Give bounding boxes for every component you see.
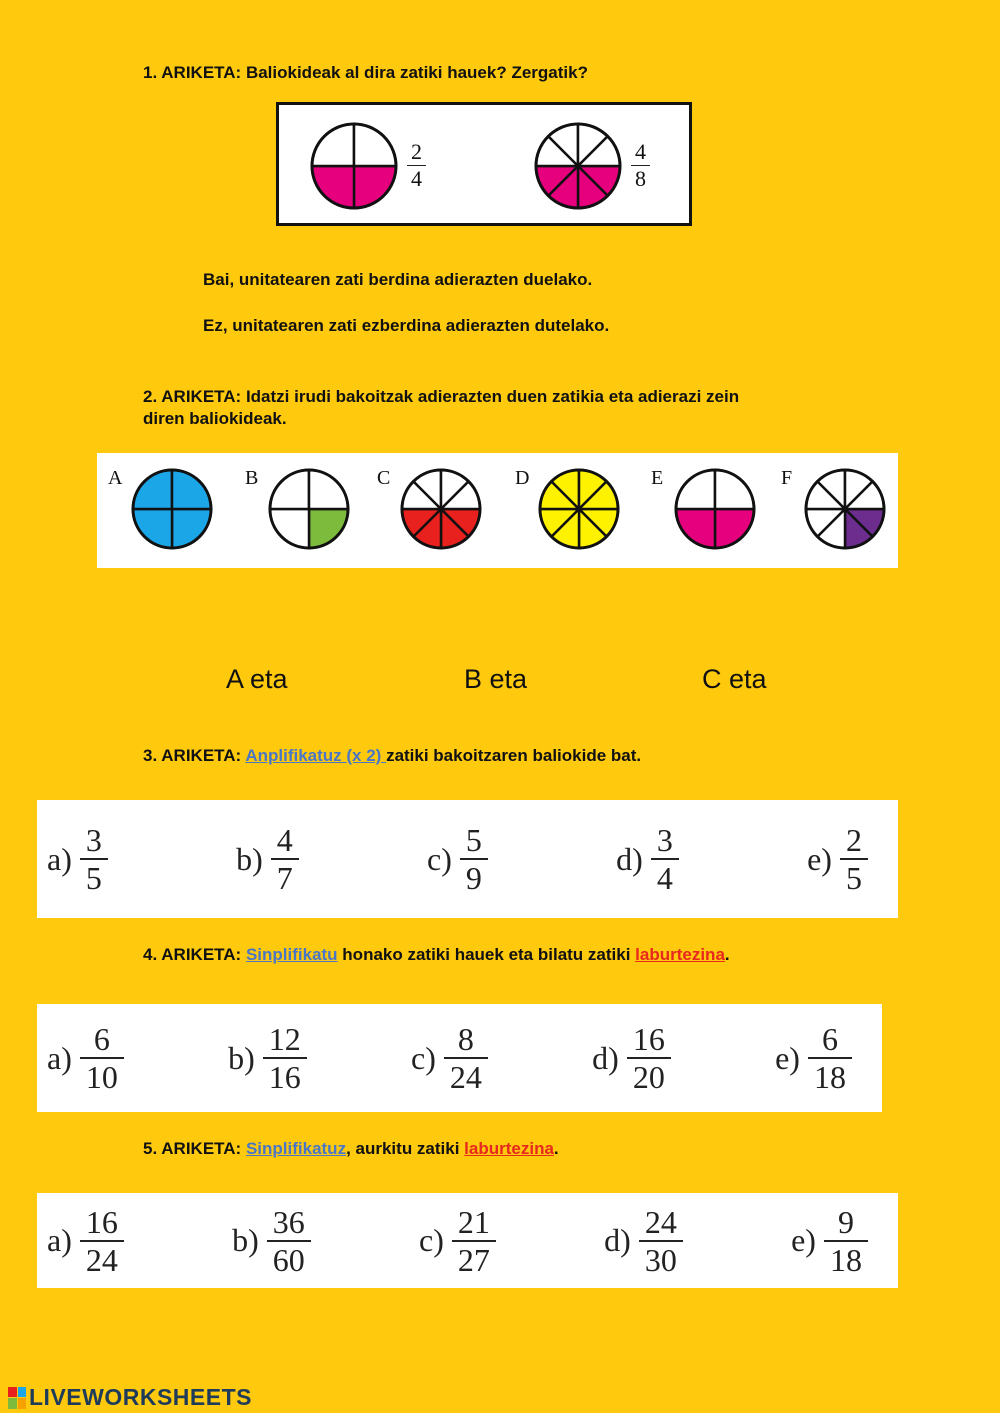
ex4-numerator: 12 (268, 1021, 301, 1057)
ex2-circle-label-d: D (515, 467, 530, 489)
ex4-item-c (411, 1021, 488, 1095)
ex4-title (143, 944, 730, 966)
ex3-fraction (651, 822, 679, 896)
ex3-denominator: 5 (840, 858, 868, 896)
ex3-item-e (807, 822, 868, 896)
ex3-fraction (80, 822, 108, 896)
ex4-denominator: 16 (263, 1057, 307, 1095)
ex3-item-label: a) (47, 840, 72, 877)
ex4-numerator: 16 (632, 1021, 665, 1057)
ex3-denominator: 9 (460, 858, 488, 896)
ex5-item-label: e) (791, 1222, 816, 1258)
ex2-circle-label-f: F (781, 467, 793, 489)
ex4-title-prefix: 4. ARIKETA: (143, 945, 246, 964)
ex3-title-suffix: zatiki bakoitzaren baliokide bat. (386, 746, 642, 765)
ex1-figure-box (276, 102, 692, 226)
ex3-numerator: 4 (276, 822, 293, 858)
ex4-item-label: e) (775, 1039, 800, 1076)
ex2-circle-c (399, 467, 483, 551)
ex5-numerator: 16 (85, 1203, 118, 1240)
ex1-fraction-2 (631, 139, 650, 192)
ex3-item-a (47, 822, 108, 896)
ex3-title (143, 745, 641, 767)
ex4-link-irreducible[interactable]: laburtezina (635, 945, 725, 964)
ex4-fraction (808, 1021, 852, 1095)
ex4-fractions-row (37, 1004, 882, 1112)
ex4-numerator: 6 (821, 1021, 838, 1057)
ex4-fraction (263, 1021, 307, 1095)
ex1-title: 1. ARIKETA: Baliokideak al dira zatiki hauek? Zergatik? (143, 63, 588, 82)
ex3-fractions-strip (37, 800, 898, 918)
ex2-circle-f (803, 467, 887, 551)
ex2-title (143, 386, 739, 430)
ex3-numerator: 3 (656, 822, 673, 858)
ex2-circle-a (130, 467, 214, 551)
ex3-item-b (236, 822, 299, 896)
ex1-fraction-1-num: 2 (411, 139, 422, 164)
ex3-numerator: 2 (845, 822, 862, 858)
ex2-circle-b (267, 467, 351, 551)
ex1-circle-quarters (309, 121, 399, 211)
ex3-numerator: 3 (85, 822, 102, 858)
ex5-fraction (824, 1204, 868, 1278)
ex4-item-a (47, 1021, 124, 1095)
ex3-fraction (271, 822, 299, 896)
ex4-item-label: d) (592, 1039, 619, 1076)
ex4-title-middle: honako zatiki hauek eta bilatu zatiki (337, 945, 636, 964)
liveworksheets-logo[interactable] (8, 1384, 252, 1411)
ex3-item-label: d) (616, 840, 643, 877)
ex5-item-label: c) (419, 1222, 444, 1258)
ex5-link-simplify[interactable]: Sinplifikatuz (245, 1139, 347, 1158)
ex4-denominator: 18 (808, 1057, 852, 1095)
ex4-fractions-strip (37, 1004, 882, 1112)
ex2-circle-label-c: C (377, 467, 391, 489)
ex5-item-label: d) (604, 1222, 631, 1258)
ex4-fraction (444, 1021, 488, 1095)
ex5-denominator: 27 (452, 1240, 496, 1278)
ex5-denominator: 30 (639, 1240, 683, 1278)
ex5-fractions-strip (37, 1193, 898, 1288)
ex5-numerator: 9 (837, 1203, 854, 1240)
ex4-fraction (627, 1021, 671, 1095)
ex5-numerator: 21 (457, 1203, 490, 1240)
ex1-fraction-1 (407, 139, 426, 192)
ex5-item-d (604, 1204, 683, 1278)
ex2-circle-e (673, 467, 757, 551)
ex3-fractions-row (37, 800, 898, 918)
ex5-title-prefix: 5. ARIKETA: (143, 1139, 246, 1158)
ex1-circle-eighths (533, 121, 623, 211)
ex1-fraction-2-num: 4 (635, 139, 646, 164)
ex3-item-label: e) (807, 840, 832, 877)
ex3-fraction (840, 822, 868, 896)
ex5-fractions-row (37, 1193, 898, 1288)
ex2-eta-a: A eta (226, 664, 288, 694)
ex4-fraction (80, 1021, 124, 1095)
ex3-item-label: b) (236, 840, 263, 877)
ex1-fraction-2-den: 8 (631, 165, 650, 192)
ex2-title-line1: 2. ARIKETA: Idatzi irudi bakoitzak adierazten duen zatikia eta adierazi zein (143, 387, 740, 406)
ex4-item-e (775, 1021, 852, 1095)
ex4-item-d (592, 1021, 671, 1095)
ex4-numerator: 6 (93, 1021, 110, 1057)
ex5-fraction (639, 1204, 683, 1278)
ex3-link-amplify[interactable]: Anplifikatuz (x 2) (245, 746, 387, 765)
ex5-denominator: 18 (824, 1240, 868, 1278)
ex4-link-simplify[interactable]: Sinplifikatu (245, 945, 338, 964)
ex5-title-end: . (553, 1139, 559, 1158)
ex5-fraction (267, 1204, 311, 1278)
ex5-item-b (232, 1204, 311, 1278)
ex2-eta-b: B eta (464, 664, 528, 694)
ex2-eta-c: C eta (702, 664, 767, 694)
ex4-denominator: 10 (80, 1057, 124, 1095)
ex5-numerator: 24 (644, 1203, 677, 1240)
ex1-fraction-1-den: 4 (407, 165, 426, 192)
ex4-denominator: 20 (627, 1057, 671, 1095)
ex5-title-middle: , aurkitu zatiki (346, 1139, 465, 1158)
ex3-title-prefix: 3. ARIKETA: (143, 746, 246, 765)
ex4-item-label: b) (228, 1039, 255, 1076)
ex5-title (143, 1138, 559, 1160)
ex5-item-label: b) (232, 1222, 259, 1258)
ex5-denominator: 24 (80, 1240, 124, 1278)
ex5-denominator: 60 (267, 1240, 311, 1278)
ex3-item-c (427, 822, 488, 896)
ex4-item-b (228, 1021, 307, 1095)
ex3-denominator: 4 (651, 858, 679, 896)
ex2-circle-label-e: E (651, 467, 664, 489)
ex5-fraction (452, 1204, 496, 1278)
ex4-item-label: a) (47, 1039, 72, 1076)
ex5-link-irreducible[interactable]: laburtezina (464, 1139, 554, 1158)
ex2-title-line2: diren baliokideak. (143, 409, 287, 428)
ex4-numerator: 8 (457, 1021, 474, 1057)
logo-mark-icon (8, 1387, 26, 1409)
ex4-denominator: 24 (444, 1057, 488, 1095)
ex5-item-a (47, 1204, 124, 1278)
ex1-option-no[interactable]: Ez, unitatearen zati ezberdina adierazten dutelako. (203, 316, 610, 335)
ex3-item-d (616, 822, 679, 896)
ex3-fraction (460, 822, 488, 896)
ex3-denominator: 5 (80, 858, 108, 896)
ex2-circles-strip (97, 453, 898, 568)
ex3-numerator: 5 (465, 822, 482, 858)
ex2-circle-label-b: B (245, 467, 259, 489)
ex2-circle-label-a: A (108, 467, 123, 489)
ex1-option-yes[interactable]: Bai, unitatearen zati berdina adierazten duelako. (203, 270, 593, 289)
ex5-item-label: a) (47, 1222, 72, 1258)
ex5-numerator: 36 (272, 1203, 305, 1240)
ex5-item-c (419, 1204, 496, 1278)
ex4-item-label: c) (411, 1039, 436, 1076)
ex4-title-end: . (724, 945, 730, 964)
ex3-item-label: c) (427, 840, 452, 877)
ex2-circle-d (537, 467, 621, 551)
ex5-fraction (80, 1204, 124, 1278)
ex3-denominator: 7 (271, 858, 299, 896)
ex5-item-e (791, 1204, 868, 1278)
logo-text: LIVEWORKSHEETS (29, 1384, 252, 1410)
